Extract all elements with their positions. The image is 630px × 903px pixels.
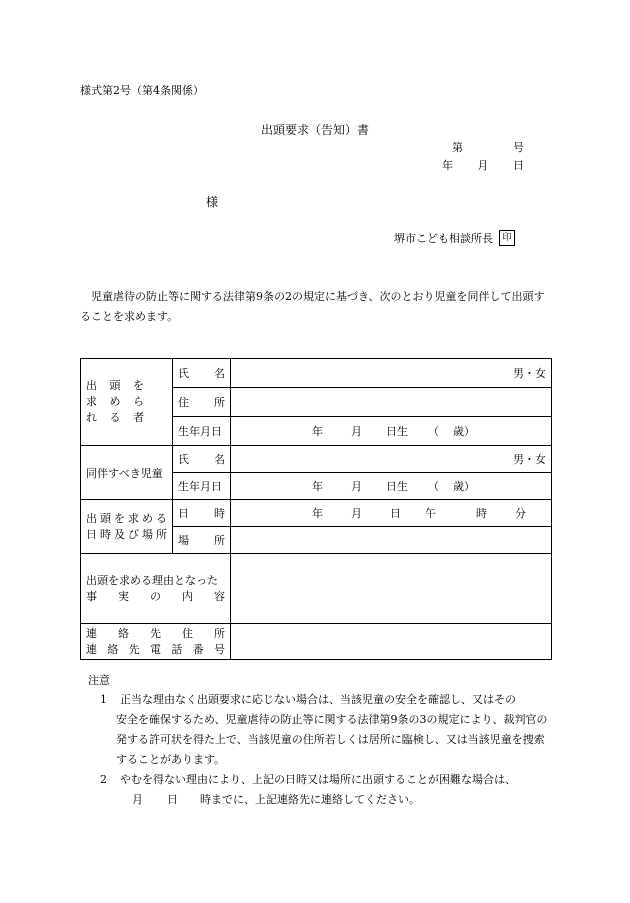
date-month: 月 — [477, 159, 489, 172]
issuer — [394, 230, 515, 246]
time-label: 日 時 — [173, 500, 231, 527]
contact-label: 連 絡 先 住 所 連 絡 先 電 話 番 号 — [81, 624, 231, 660]
child-dob-label: 生年月日 — [173, 473, 231, 500]
request-form-table — [80, 358, 552, 660]
request-body-text: 児童虐待の防止等に関する法律第9条の2の規定に基づき、次のとおり児童を同伴して出頭することを求めます。 — [80, 290, 545, 323]
reason-field[interactable] — [231, 554, 552, 624]
note-item-1-continued: 安全を確保するため、児童虐待の防止等に関する法律第9条の3の規定により、裁判官の発する許可状を得た上で、当該児童の住所若しくは居所に臨検し、又は当該児童を捜索することがあります。 — [116, 713, 548, 766]
number-dai: 第 — [452, 141, 463, 154]
document-number — [452, 139, 524, 155]
child-gender-choice[interactable]: 男・女 — [513, 453, 546, 466]
reason-label: 出頭を求める理由となった 事 実 の 内 容 — [81, 554, 231, 624]
note-item-2-continued: 月 日 時までに、上記連絡先に連絡してください。 — [132, 793, 420, 806]
group-datetime-place: 出 頭 を 求 め る 日 時 及 び 場 所 — [81, 500, 173, 554]
document-date — [442, 157, 524, 173]
gender-choice[interactable]: 男・女 — [513, 367, 546, 380]
child-name-label: 氏 名 — [173, 446, 231, 473]
form-code: 様式第2号（第4条関係） — [80, 84, 204, 97]
note-item-1: 1 正当な理由なく出頭要求に応じない場合は、当該児童の安全を確認し、又はその — [100, 693, 516, 706]
group-summoned-person: 出 頭 を 求 め ら れ る 者 — [81, 359, 173, 446]
dob-label: 生年月日 — [173, 417, 231, 446]
group-accompanied-child: 同伴すべき児童 — [81, 446, 173, 500]
seal-icon: 印 — [499, 230, 515, 246]
note-item-2: 2 やむを得ない理由により、上記の日時又は場所に出頭することが困難な場合は、 — [100, 773, 516, 786]
appearance-place-field[interactable] — [231, 527, 552, 554]
contact-field[interactable] — [231, 624, 552, 660]
issuer-name: 堺市こども相談所長 — [394, 232, 493, 245]
recipient-suffix: 様 — [206, 195, 219, 209]
place-label: 場 所 — [173, 527, 231, 554]
date-day: 日 — [513, 159, 524, 172]
appearance-datetime-field[interactable]: 年 月 日 午 時 分 — [231, 500, 552, 527]
date-year: 年 — [442, 159, 453, 172]
number-go: 号 — [513, 141, 524, 154]
child-name-field[interactable] — [231, 446, 552, 473]
notes-list — [100, 690, 555, 810]
name-label: 氏 名 — [173, 359, 231, 388]
summoned-dob-field[interactable]: 年 月 日生 （ 歳） — [231, 417, 552, 446]
address-label: 住 所 — [173, 388, 231, 417]
document-title: 出頭要求（告知）書 — [260, 123, 369, 137]
child-dob-field[interactable]: 年 月 日生 （ 歳） — [231, 473, 552, 500]
summoned-address-field[interactable] — [231, 388, 552, 417]
notes-heading: 注意 — [88, 674, 110, 687]
summoned-name-field[interactable] — [231, 359, 552, 388]
